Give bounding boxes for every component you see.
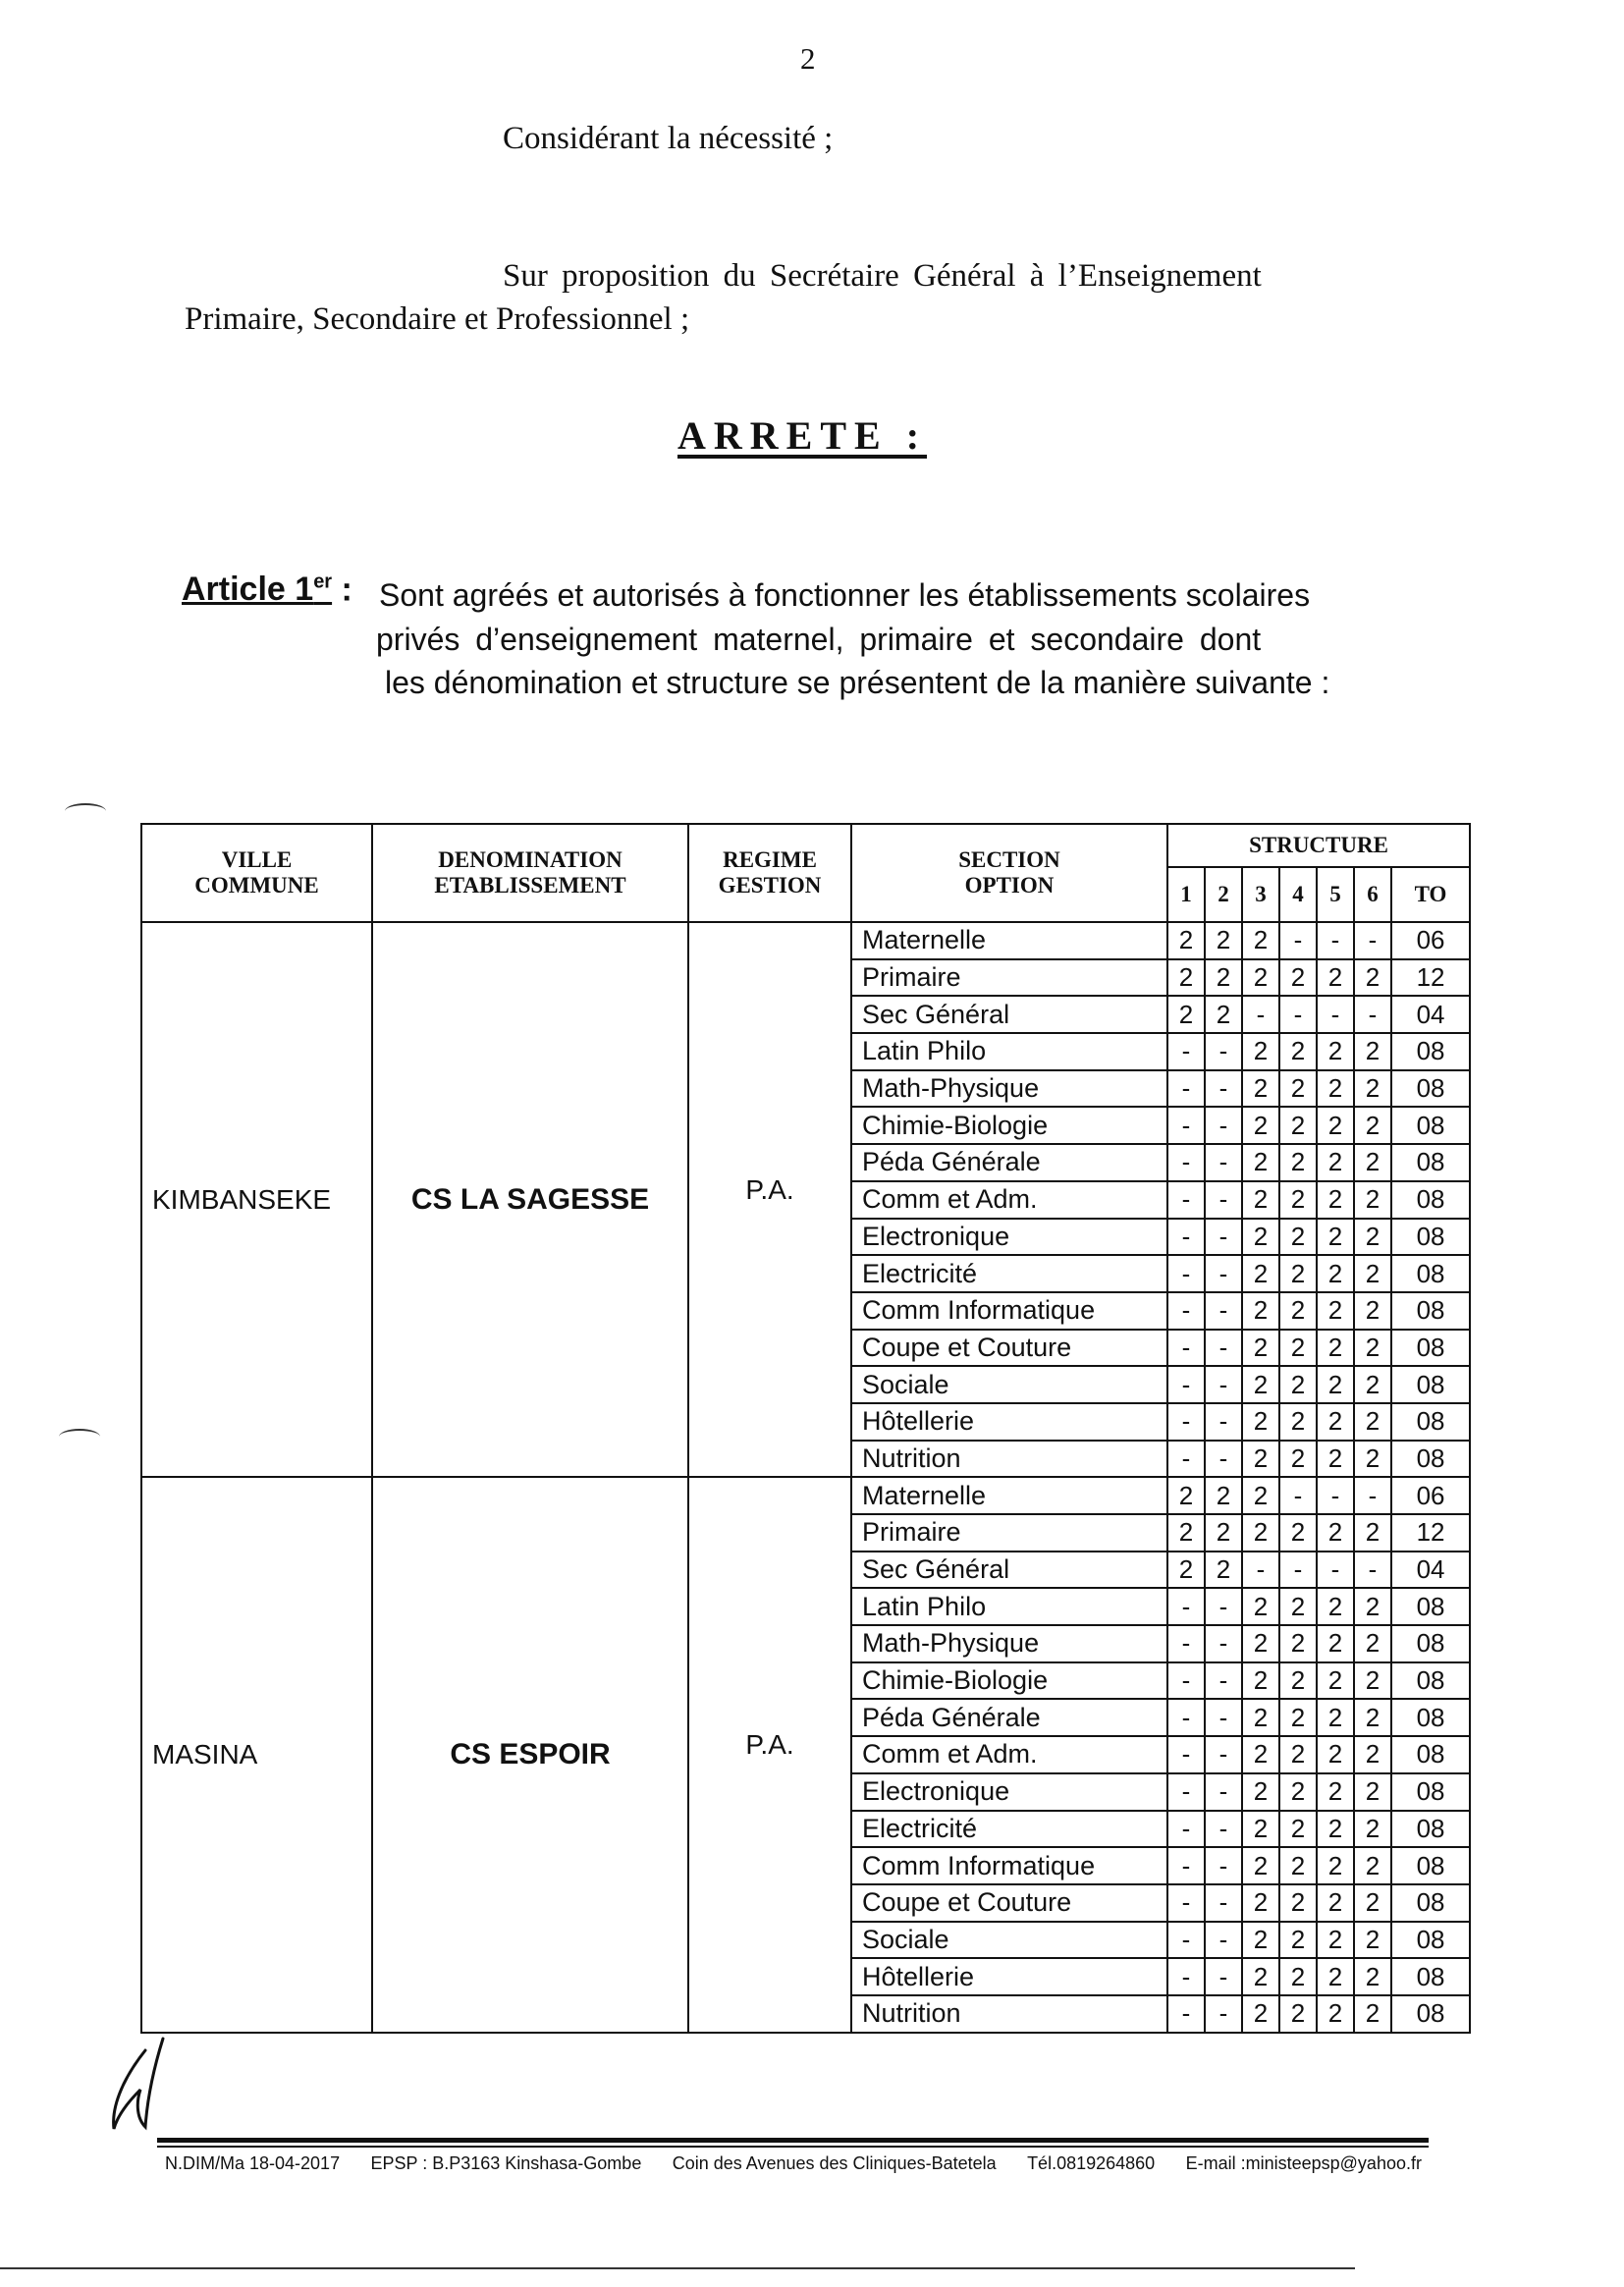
year-4-cell: 2 <box>1279 1292 1317 1330</box>
year-2-cell: 2 <box>1205 1477 1242 1514</box>
option-cell: Maternelle <box>851 922 1167 959</box>
year-5-cell: 2 <box>1317 1366 1354 1403</box>
year-6-cell: 2 <box>1354 1292 1391 1330</box>
year-1-cell: - <box>1167 1847 1205 1884</box>
option-cell: Latin Philo <box>851 1033 1167 1070</box>
year-5-cell: 2 <box>1317 1219 1354 1256</box>
year-2-cell: - <box>1205 1625 1242 1662</box>
total-cell: 08 <box>1391 1699 1470 1736</box>
year-3-cell: 2 <box>1242 1884 1279 1922</box>
year-5-cell: 2 <box>1317 1514 1354 1552</box>
header-year-5: 5 <box>1317 867 1354 922</box>
total-cell: 08 <box>1391 1811 1470 1848</box>
option-cell: Chimie-Biologie <box>851 1107 1167 1144</box>
year-3-cell: 2 <box>1242 922 1279 959</box>
year-6-cell: 2 <box>1354 1255 1391 1292</box>
year-6-cell: 2 <box>1354 1625 1391 1662</box>
year-3-cell: 2 <box>1242 1292 1279 1330</box>
year-1-cell: - <box>1167 1107 1205 1144</box>
year-5-cell: 2 <box>1317 959 1354 997</box>
year-5-cell: 2 <box>1317 1995 1354 2033</box>
total-cell: 08 <box>1391 1366 1470 1403</box>
year-5-cell: 2 <box>1317 1625 1354 1662</box>
year-1-cell: - <box>1167 1366 1205 1403</box>
signature <box>106 2031 194 2139</box>
year-1-cell: - <box>1167 1773 1205 1811</box>
total-cell: 08 <box>1391 1033 1470 1070</box>
year-6-cell: 2 <box>1354 1219 1391 1256</box>
year-2-cell: - <box>1205 1588 1242 1625</box>
paragraph-necessity: Considérant la nécessité ; <box>503 121 834 156</box>
total-cell: 08 <box>1391 1403 1470 1441</box>
option-cell: Primaire <box>851 1514 1167 1552</box>
total-cell: 08 <box>1391 1847 1470 1884</box>
commune-cell: KIMBANSEKE <box>141 922 372 1477</box>
year-4-cell: 2 <box>1279 1033 1317 1070</box>
year-2-cell: - <box>1205 1811 1242 1848</box>
header-year-3: 3 <box>1242 867 1279 922</box>
option-cell: Math-Physique <box>851 1625 1167 1662</box>
year-4-cell: 2 <box>1279 1699 1317 1736</box>
year-2-cell: - <box>1205 1292 1242 1330</box>
year-1-cell: 2 <box>1167 1477 1205 1514</box>
year-4-cell: 2 <box>1279 1144 1317 1181</box>
year-1-cell: - <box>1167 1958 1205 1995</box>
total-cell: 08 <box>1391 1922 1470 1959</box>
year-6-cell: 2 <box>1354 1884 1391 1922</box>
year-4-cell: 2 <box>1279 1958 1317 1995</box>
option-cell: Nutrition <box>851 1441 1167 1478</box>
footer-phone: Tél.0819264860 <box>1027 2153 1156 2173</box>
year-6-cell: 2 <box>1354 1330 1391 1367</box>
year-2-cell: - <box>1205 1181 1242 1219</box>
year-2-cell: 2 <box>1205 1552 1242 1589</box>
year-5-cell: 2 <box>1317 1330 1354 1367</box>
footer <box>165 2153 1422 2174</box>
year-2-cell: - <box>1205 1922 1242 1959</box>
option-cell: Nutrition <box>851 1995 1167 2033</box>
year-6-cell: 2 <box>1354 1514 1391 1552</box>
year-1-cell: 2 <box>1167 996 1205 1033</box>
year-1-cell: - <box>1167 1144 1205 1181</box>
year-5-cell: 2 <box>1317 1884 1354 1922</box>
year-4-cell: 2 <box>1279 1884 1317 1922</box>
option-cell: Coupe et Couture <box>851 1884 1167 1922</box>
article-text-line3: les dénomination et structure se présentent de la manière suivante : <box>385 665 1330 700</box>
year-1-cell: - <box>1167 1922 1205 1959</box>
total-cell: 08 <box>1391 1107 1470 1144</box>
total-cell: 08 <box>1391 1662 1470 1700</box>
header-regime-gestion: REGIME GESTION <box>688 824 851 922</box>
page-number: 2 <box>800 41 816 76</box>
etablissement-cell: CS LA SAGESSE <box>372 922 688 1477</box>
year-2-cell: - <box>1205 1033 1242 1070</box>
header-year-1: 1 <box>1167 867 1205 922</box>
year-1-cell: - <box>1167 1181 1205 1219</box>
header-total: TO <box>1391 867 1470 922</box>
paragraph-proposition-line2: Primaire, Secondaire et Professionnel ; <box>185 301 690 337</box>
year-6-cell: - <box>1354 996 1391 1033</box>
year-6-cell: 2 <box>1354 959 1391 997</box>
year-5-cell: 2 <box>1317 1588 1354 1625</box>
option-cell: Comm Informatique <box>851 1847 1167 1884</box>
year-4-cell: 2 <box>1279 1330 1317 1367</box>
year-3-cell: 2 <box>1242 1625 1279 1662</box>
year-1-cell: - <box>1167 1403 1205 1441</box>
option-cell: Electronique <box>851 1219 1167 1256</box>
year-2-cell: - <box>1205 1366 1242 1403</box>
total-cell: 12 <box>1391 959 1470 997</box>
year-2-cell: - <box>1205 1403 1242 1441</box>
year-6-cell: 2 <box>1354 1144 1391 1181</box>
year-3-cell: 2 <box>1242 1736 1279 1773</box>
year-6-cell: 2 <box>1354 1441 1391 1478</box>
year-3-cell: 2 <box>1242 1773 1279 1811</box>
year-6-cell: 2 <box>1354 1588 1391 1625</box>
year-4-cell: 2 <box>1279 1773 1317 1811</box>
year-4-cell: - <box>1279 1552 1317 1589</box>
year-4-cell: 2 <box>1279 1219 1317 1256</box>
year-1-cell: - <box>1167 1292 1205 1330</box>
header-structure: STRUCTURE <box>1167 824 1470 867</box>
year-4-cell: 2 <box>1279 1922 1317 1959</box>
option-cell: Hôtellerie <box>851 1958 1167 1995</box>
scan-mark-top <box>65 803 106 819</box>
year-4-cell: 2 <box>1279 1107 1317 1144</box>
year-5-cell: 2 <box>1317 1181 1354 1219</box>
footer-location: Coin des Avenues des Cliniques-Batetela <box>672 2153 997 2173</box>
bottom-rule <box>0 2267 1355 2269</box>
regime-cell: P.A. <box>688 1477 851 2032</box>
table-row <box>141 922 1470 959</box>
year-1-cell: - <box>1167 1588 1205 1625</box>
year-6-cell: 2 <box>1354 1033 1391 1070</box>
regime-cell: P.A. <box>688 922 851 1477</box>
option-cell: Primaire <box>851 959 1167 997</box>
year-3-cell: - <box>1242 1552 1279 1589</box>
option-cell: Sec Général <box>851 996 1167 1033</box>
year-2-cell: 2 <box>1205 922 1242 959</box>
year-3-cell: 2 <box>1242 1033 1279 1070</box>
year-5-cell: 2 <box>1317 1070 1354 1108</box>
year-4-cell: 2 <box>1279 1441 1317 1478</box>
article-label: Article 1er <box>182 571 333 609</box>
year-2-cell: - <box>1205 1958 1242 1995</box>
option-cell: Electricité <box>851 1255 1167 1292</box>
year-4-cell: 2 <box>1279 1847 1317 1884</box>
total-cell: 08 <box>1391 1736 1470 1773</box>
option-cell: Chimie-Biologie <box>851 1662 1167 1700</box>
year-5-cell: 2 <box>1317 1958 1354 1995</box>
article-colon: : <box>332 571 352 609</box>
year-5-cell: 2 <box>1317 1922 1354 1959</box>
year-1-cell: - <box>1167 1441 1205 1478</box>
year-2-cell: 2 <box>1205 1514 1242 1552</box>
total-cell: 08 <box>1391 1625 1470 1662</box>
year-6-cell: 2 <box>1354 1107 1391 1144</box>
year-1-cell: - <box>1167 1995 1205 2033</box>
year-5-cell: 2 <box>1317 1662 1354 1700</box>
year-1-cell: - <box>1167 1736 1205 1773</box>
year-4-cell: 2 <box>1279 1736 1317 1773</box>
year-1-cell: 2 <box>1167 1514 1205 1552</box>
year-4-cell: 2 <box>1279 1070 1317 1108</box>
year-3-cell: 2 <box>1242 1366 1279 1403</box>
year-6-cell: 2 <box>1354 1662 1391 1700</box>
year-6-cell: - <box>1354 1552 1391 1589</box>
total-cell: 08 <box>1391 1884 1470 1922</box>
year-5-cell: 2 <box>1317 1773 1354 1811</box>
year-6-cell: - <box>1354 922 1391 959</box>
year-4-cell: 2 <box>1279 1514 1317 1552</box>
year-1-cell: 2 <box>1167 959 1205 997</box>
year-6-cell: 2 <box>1354 1403 1391 1441</box>
year-6-cell: 2 <box>1354 1922 1391 1959</box>
year-5-cell: - <box>1317 922 1354 959</box>
year-4-cell: - <box>1279 1477 1317 1514</box>
year-4-cell: - <box>1279 996 1317 1033</box>
year-2-cell: - <box>1205 1255 1242 1292</box>
year-6-cell: 2 <box>1354 1847 1391 1884</box>
year-6-cell: 2 <box>1354 1811 1391 1848</box>
year-1-cell: - <box>1167 1625 1205 1662</box>
total-cell: 04 <box>1391 996 1470 1033</box>
footer-rule-thin <box>157 2146 1429 2148</box>
footer-rule-thick <box>157 2138 1429 2143</box>
year-3-cell: 2 <box>1242 959 1279 997</box>
year-3-cell: 2 <box>1242 1255 1279 1292</box>
total-cell: 08 <box>1391 1441 1470 1478</box>
year-3-cell: 2 <box>1242 1070 1279 1108</box>
year-4-cell: 2 <box>1279 1366 1317 1403</box>
year-4-cell: 2 <box>1279 1255 1317 1292</box>
year-1-cell: - <box>1167 1070 1205 1108</box>
total-cell: 08 <box>1391 1070 1470 1108</box>
school-block-kimbanseke <box>141 922 1470 1477</box>
paragraph-proposition-line1: Sur proposition du Secrétaire Général à l’Enseignement <box>503 258 1262 294</box>
total-cell: 08 <box>1391 1181 1470 1219</box>
year-6-cell: 2 <box>1354 1366 1391 1403</box>
article-text-line1: Sont agréés et autorisés à fonctionner les établissements scolaires <box>379 577 1311 613</box>
year-3-cell: 2 <box>1242 1811 1279 1848</box>
article-heading <box>182 560 352 612</box>
option-cell: Comm et Adm. <box>851 1181 1167 1219</box>
year-1-cell: 2 <box>1167 922 1205 959</box>
year-5-cell: 2 <box>1317 1441 1354 1478</box>
year-3-cell: 2 <box>1242 1477 1279 1514</box>
total-cell: 08 <box>1391 1330 1470 1367</box>
option-cell: Coupe et Couture <box>851 1330 1167 1367</box>
total-cell: 08 <box>1391 1588 1470 1625</box>
option-cell: Electricité <box>851 1811 1167 1848</box>
option-cell: Sociale <box>851 1366 1167 1403</box>
year-1-cell: - <box>1167 1699 1205 1736</box>
option-cell: Latin Philo <box>851 1588 1167 1625</box>
year-3-cell: 2 <box>1242 1181 1279 1219</box>
year-2-cell: - <box>1205 1070 1242 1108</box>
year-4-cell: 2 <box>1279 1403 1317 1441</box>
year-5-cell: 2 <box>1317 1811 1354 1848</box>
header-year-2: 2 <box>1205 867 1242 922</box>
total-cell: 04 <box>1391 1552 1470 1589</box>
total-cell: 08 <box>1391 1255 1470 1292</box>
year-3-cell: 2 <box>1242 1699 1279 1736</box>
year-6-cell: - <box>1354 1477 1391 1514</box>
year-3-cell: 2 <box>1242 1662 1279 1700</box>
option-cell: Sec Général <box>851 1552 1167 1589</box>
year-3-cell: 2 <box>1242 1588 1279 1625</box>
year-5-cell: 2 <box>1317 1144 1354 1181</box>
year-1-cell: - <box>1167 1662 1205 1700</box>
year-2-cell: 2 <box>1205 996 1242 1033</box>
year-5-cell: 2 <box>1317 1847 1354 1884</box>
option-cell: Comm et Adm. <box>851 1736 1167 1773</box>
year-6-cell: 2 <box>1354 1181 1391 1219</box>
header-ville-commune: VILLE COMMUNE <box>141 824 372 922</box>
total-cell: 12 <box>1391 1514 1470 1552</box>
year-2-cell: - <box>1205 1330 1242 1367</box>
year-2-cell: - <box>1205 1219 1242 1256</box>
option-cell: Electronique <box>851 1773 1167 1811</box>
year-2-cell: 2 <box>1205 959 1242 997</box>
option-cell: Math-Physique <box>851 1070 1167 1108</box>
footer-email: E-mail :ministeepsp@yahoo.fr <box>1185 2153 1422 2173</box>
structure-table <box>140 823 1471 2034</box>
option-cell: Péda Générale <box>851 1144 1167 1181</box>
year-1-cell: - <box>1167 1811 1205 1848</box>
year-2-cell: - <box>1205 1736 1242 1773</box>
header-year-6: 6 <box>1354 867 1391 922</box>
year-3-cell: 2 <box>1242 1922 1279 1959</box>
year-1-cell: 2 <box>1167 1552 1205 1589</box>
year-1-cell: - <box>1167 1219 1205 1256</box>
total-cell: 08 <box>1391 1958 1470 1995</box>
option-cell: Hôtellerie <box>851 1403 1167 1441</box>
table-row <box>141 1477 1470 1514</box>
year-5-cell: 2 <box>1317 1699 1354 1736</box>
year-3-cell: 2 <box>1242 1144 1279 1181</box>
total-cell: 08 <box>1391 1995 1470 2033</box>
year-1-cell: - <box>1167 1255 1205 1292</box>
footer-reference: N.DIM/Ma 18-04-2017 <box>165 2153 341 2173</box>
option-cell: Péda Générale <box>851 1699 1167 1736</box>
header-section-option: SECTION OPTION <box>851 824 1167 922</box>
year-2-cell: - <box>1205 1995 1242 2033</box>
year-6-cell: 2 <box>1354 1958 1391 1995</box>
scan-mark-middle <box>59 1429 100 1444</box>
school-block-masina <box>141 1477 1470 2032</box>
year-4-cell: 2 <box>1279 1662 1317 1700</box>
year-2-cell: - <box>1205 1144 1242 1181</box>
option-cell: Maternelle <box>851 1477 1167 1514</box>
year-5-cell: 2 <box>1317 1403 1354 1441</box>
total-cell: 06 <box>1391 1477 1470 1514</box>
total-cell: 06 <box>1391 922 1470 959</box>
year-2-cell: - <box>1205 1773 1242 1811</box>
year-2-cell: - <box>1205 1441 1242 1478</box>
year-3-cell: 2 <box>1242 1219 1279 1256</box>
year-4-cell: 2 <box>1279 1588 1317 1625</box>
year-2-cell: - <box>1205 1662 1242 1700</box>
year-2-cell: - <box>1205 1884 1242 1922</box>
year-4-cell: - <box>1279 922 1317 959</box>
year-5-cell: - <box>1317 1477 1354 1514</box>
article-text-line2: privés d’enseignement maternel, primaire et secondaire dont <box>376 622 1262 657</box>
year-6-cell: 2 <box>1354 1736 1391 1773</box>
total-cell: 08 <box>1391 1219 1470 1256</box>
year-3-cell: 2 <box>1242 1403 1279 1441</box>
year-6-cell: 2 <box>1354 1995 1391 2033</box>
year-5-cell: 2 <box>1317 1736 1354 1773</box>
year-4-cell: 2 <box>1279 1811 1317 1848</box>
year-6-cell: 2 <box>1354 1773 1391 1811</box>
year-1-cell: - <box>1167 1884 1205 1922</box>
year-2-cell: - <box>1205 1847 1242 1884</box>
year-6-cell: 2 <box>1354 1699 1391 1736</box>
year-5-cell: 2 <box>1317 1292 1354 1330</box>
total-cell: 08 <box>1391 1144 1470 1181</box>
year-2-cell: - <box>1205 1699 1242 1736</box>
header-year-4: 4 <box>1279 867 1317 922</box>
year-5-cell: - <box>1317 1552 1354 1589</box>
year-4-cell: 2 <box>1279 1181 1317 1219</box>
year-3-cell: 2 <box>1242 1995 1279 2033</box>
year-3-cell: 2 <box>1242 1958 1279 1995</box>
year-5-cell: 2 <box>1317 1107 1354 1144</box>
year-4-cell: 2 <box>1279 959 1317 997</box>
year-4-cell: 2 <box>1279 1625 1317 1662</box>
year-6-cell: 2 <box>1354 1070 1391 1108</box>
page-title: ARRETE : <box>677 413 928 458</box>
etablissement-cell: CS ESPOIR <box>372 1477 688 2032</box>
year-1-cell: - <box>1167 1330 1205 1367</box>
year-3-cell: 2 <box>1242 1441 1279 1478</box>
commune-cell: MASINA <box>141 1477 372 2032</box>
year-4-cell: 2 <box>1279 1995 1317 2033</box>
year-2-cell: - <box>1205 1107 1242 1144</box>
total-cell: 08 <box>1391 1773 1470 1811</box>
year-3-cell: 2 <box>1242 1107 1279 1144</box>
total-cell: 08 <box>1391 1292 1470 1330</box>
year-3-cell: - <box>1242 996 1279 1033</box>
option-cell: Comm Informatique <box>851 1292 1167 1330</box>
year-5-cell: 2 <box>1317 1033 1354 1070</box>
year-3-cell: 2 <box>1242 1847 1279 1884</box>
year-5-cell: 2 <box>1317 1255 1354 1292</box>
option-cell: Sociale <box>851 1922 1167 1959</box>
year-3-cell: 2 <box>1242 1514 1279 1552</box>
header-denomination: DENOMINATION ETABLISSEMENT <box>372 824 688 922</box>
footer-address: EPSP : B.P3163 Kinshasa-Gombe <box>370 2153 642 2173</box>
year-5-cell: - <box>1317 996 1354 1033</box>
year-3-cell: 2 <box>1242 1330 1279 1367</box>
year-1-cell: - <box>1167 1033 1205 1070</box>
